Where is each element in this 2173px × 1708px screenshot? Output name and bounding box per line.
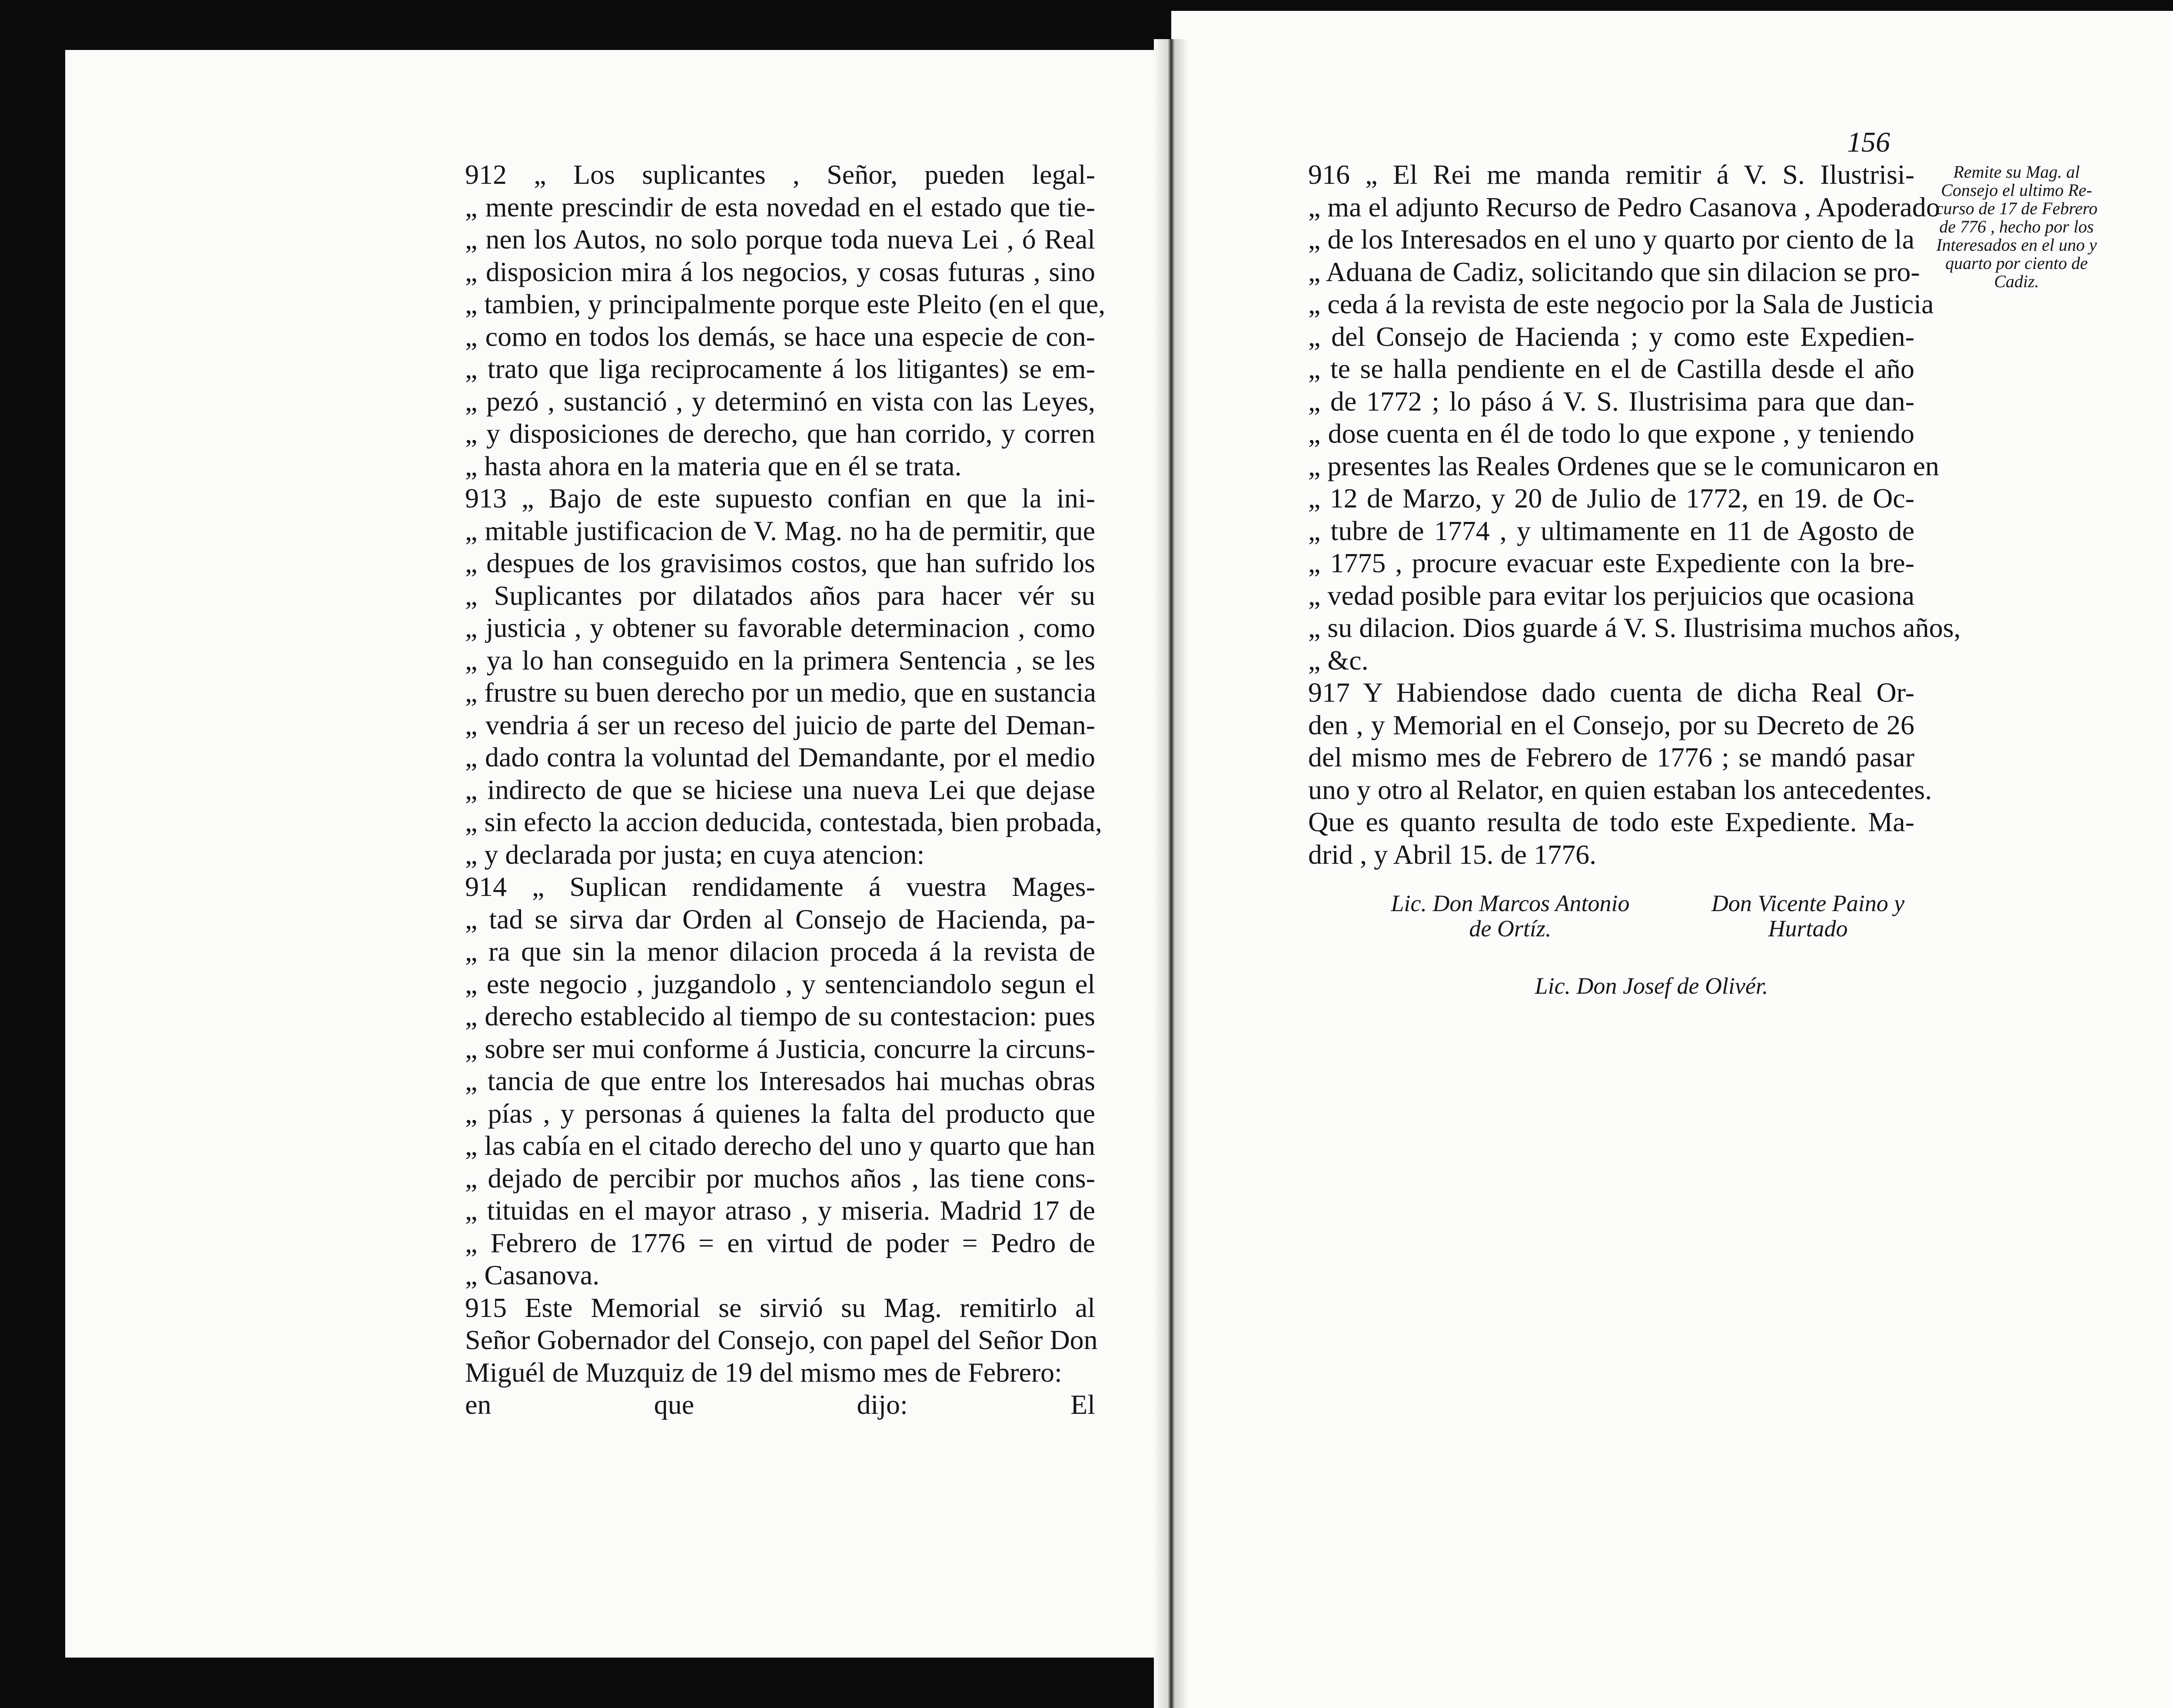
text-line: „ Febrero de 1776 = en virtud de poder = Pedro de (465, 1227, 1095, 1258)
text-line: „ vedad posible para evitar los perjuicios que ocasiona (1308, 580, 1914, 611)
signature-oliver (1478, 973, 1825, 998)
text-line: 912 „ Los suplicantes , Señor, pueden legal- (465, 159, 1095, 190)
text-line: quarto por ciento de (1945, 253, 2088, 273)
left-page-text (465, 159, 1106, 1421)
text-line: „ y declarada por justa; en cuya atencion: (465, 839, 925, 870)
signature-line: Don Vicente Paino y (1711, 890, 1905, 916)
text-line: „ ya lo han conseguido en la primera Sentencia , se les (465, 644, 1095, 676)
text-line: „ ra que sin la menor dilacion proceda á la revista de (465, 936, 1095, 967)
text-line: 916 „ El Rei me manda remitir á V. S. Ilustrisi- (1308, 159, 1914, 190)
text-line: „ Casanova. (465, 1260, 600, 1290)
text-line: „ y disposiciones de derecho, que han corrido, y corren (465, 418, 1095, 449)
text-line: „ Aduana de Cadiz, solicitando que sin dilacion se pro- (1308, 256, 1920, 287)
text-line: „ trato que liga reciprocamente á los litigantes) se em- (465, 353, 1095, 384)
text-line: „ sobre ser mui conforme á Justicia, concurre la circuns- (465, 1033, 1095, 1064)
text-line: drid , y Abril 15. de 1776. (1308, 839, 1597, 870)
text-line: „ mente prescindir de esta novedad en el estado que tie- (465, 191, 1095, 222)
text-line: „ nen los Autos, no solo porque toda nueva Lei , ó Real (465, 224, 1095, 255)
text-line: Remite su Mag. al (1953, 162, 2080, 182)
signature-line: Lic. Don Josef de Olivér. (1535, 973, 1768, 999)
text-line: „ despues de los gravisimos costos, que han sufrido los (465, 547, 1095, 578)
text-line: „ tambien, y principalmente porque este Pleito (en el que, (465, 289, 1106, 319)
text-line: den , y Memorial en el Consejo, por su Decreto de 26 (1308, 709, 1914, 740)
text-line: „ dejado de percibir por muchos años , las tiene cons- (465, 1162, 1095, 1194)
text-line: „ disposicion mira á los negocios, y cosas futuras , sino (465, 256, 1095, 287)
text-line: en que dijo: El (465, 1389, 1095, 1420)
text-line: de 776 , hecho por los (1939, 217, 2094, 236)
signature-line: de Ortíz. (1469, 915, 1552, 942)
signature-ortiz (1369, 891, 1651, 941)
text-line: „ 12 de Marzo, y 20 de Julio de 1772, en 19. de Oc- (1308, 483, 1914, 514)
text-line: „ dado contra la voluntad del Demandante, por el medio (465, 742, 1095, 773)
text-line: 917 Y Habiendose dado cuenta de dicha Real Or- (1308, 677, 1914, 708)
text-line: „ derecho establecido al tiempo de su contestacion: pues (465, 1001, 1095, 1031)
text-line: „ sin efecto la accion deducida, contestada, bien probada, (465, 806, 1102, 837)
text-line: 914 „ Suplican rendidamente á vuestra Mages- (465, 871, 1095, 902)
text-line: „ ceda á la revista de este negocio por la Sala de Justicia (1308, 289, 1934, 319)
text-line: „ del Consejo de Hacienda ; y como este Expedien- (1308, 321, 1914, 352)
text-line: „ 1775 , procure evacuar este Expediente con la bre- (1308, 547, 1914, 578)
text-line: „ dose cuenta en él de todo lo que expone , y teniendo (1308, 418, 1914, 449)
text-line: „ tituidas en el mayor atraso , y miseria. Madrid 17 de (465, 1195, 1095, 1226)
text-line: „ este negocio , juzgandolo , y sentenciandolo segun el (465, 968, 1095, 999)
text-line: 913 „ Bajo de este supuesto confian en que la ini- (465, 483, 1095, 514)
text-line: Cadiz. (1994, 272, 2039, 291)
text-line: „ de los Interesados en el uno y quarto por ciento de la (1308, 224, 1914, 255)
text-line: „ &c. (1308, 644, 1369, 676)
text-line: „ frustre su buen derecho por un medio, que en sustancia (465, 677, 1096, 708)
text-line: „ mitable justificacion de V. Mag. no ha de permitir, que (465, 515, 1095, 546)
text-line: „ pezó , sustanció , y determinó en vista con las Leyes, (465, 385, 1095, 417)
text-line: „ presentes las Reales Ordenes que se le comunicaron en (1308, 450, 1939, 481)
text-line: Miguél de Muzquiz de 19 del mismo mes de Febrero: (465, 1356, 1062, 1388)
text-line: del mismo mes de Febrero de 1776 ; se mandó pasar (1308, 742, 1914, 773)
text-line: „ indirecto de que se hiciese una nueva Lei que dejase (465, 774, 1095, 805)
text-line: „ tubre de 1774 , y ultimamente en 11 de Agosto de (1308, 515, 1914, 546)
text-line: „ tad se sirva dar Orden al Consejo de Hacienda, pa- (465, 903, 1095, 935)
text-line: Interesados en el uno y (1936, 235, 2097, 255)
text-line: 915 Este Memorial se sirvió su Mag. remitirlo al (465, 1292, 1095, 1323)
text-line: „ ma el adjunto Recurso de Pedro Casanova , Apoderado (1308, 191, 1940, 222)
text-line: „ justicia , y obtener su favorable determinacion , como (465, 612, 1095, 643)
text-line: „ su dilacion. Dios guarde á V. S. Ilustrisima muchos años, (1308, 612, 1961, 643)
text-line: „ Suplicantes por dilatados años para hacer vér su (465, 580, 1095, 611)
page-number: 156 (1847, 126, 1890, 158)
signature-line: Hurtado (1768, 915, 1848, 942)
text-line: curso de 17 de Febrero (1935, 199, 2098, 218)
signature-paino (1686, 891, 1930, 941)
text-line: „ tancia de que entre los Interesados hai muchas obras (465, 1065, 1095, 1096)
text-line: „ te se halla pendiente en el de Castilla desde el año (1308, 353, 1914, 384)
text-line: „ de 1772 ; lo páso á V. S. Ilustrisima para que dan- (1308, 385, 1914, 417)
right-page-text (1308, 159, 1961, 871)
text-line: Señor Gobernador del Consejo, con papel del Señor Don (465, 1324, 1098, 1355)
signature-line: Lic. Don Marcos Antonio (1391, 890, 1630, 916)
book-gutter (1154, 39, 1189, 1708)
text-line: Que es quanto resulta de todo este Expediente. Ma- (1308, 806, 1914, 837)
text-line: „ vendria á ser un receso del juicio de parte del Deman- (465, 709, 1095, 740)
text-line: „ las cabía en el citado derecho del uno y quarto que han (465, 1130, 1095, 1161)
margin-note (1910, 163, 2123, 291)
text-line: uno y otro al Relator, en quien estaban los antecedentes. (1308, 774, 1932, 805)
text-line: „ pías , y personas á quienes la falta del producto que (465, 1098, 1095, 1129)
text-line: Consejo el ultimo Re- (1941, 180, 2092, 200)
text-line: „ como en todos los demás, se hace una especie de con- (465, 321, 1095, 352)
text-line: „ hasta ahora en la materia que en él se trata. (465, 450, 962, 481)
